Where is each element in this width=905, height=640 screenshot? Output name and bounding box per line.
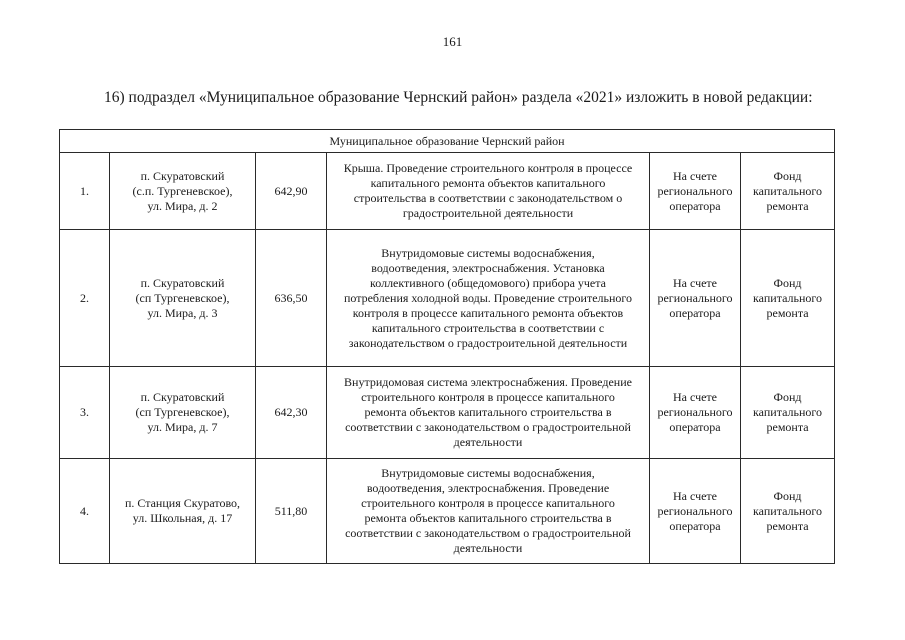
fund-cell: Фонд капитального ремонта: [741, 230, 835, 367]
page-number: 161: [442, 34, 463, 49]
row-number: 2.: [60, 230, 110, 367]
fund-cell: Фонд капитального ремонта: [741, 459, 835, 564]
table-row: [60, 459, 835, 564]
table-row: [60, 367, 835, 459]
fund-cell: Фонд капитального ремонта: [741, 367, 835, 459]
table-row: [60, 153, 835, 230]
account-cell: На счете регионального оператора: [650, 230, 741, 367]
repair-program-table: [59, 129, 835, 564]
address-cell: п. Скуратовский (сп Тургеневское), ул. Мира, д. 3: [110, 230, 256, 367]
row-number: 3.: [60, 367, 110, 459]
work-type-cell: Внутридомовая система электроснабжения. Проведение строительного контроля в процессе капитального ремонта объектов капитального строительства в соответствии с законодательством о градостроительной деятельности: [327, 367, 650, 459]
address-cell: п. Станция Скуратово, ул. Школьная, д. 17: [110, 459, 256, 564]
work-type-cell: Крыша. Проведение строительного контроля в процессе капитального ремонта объектов капитального строительства в соответствии с законодательством о градостроительной деятельности: [327, 153, 650, 230]
account-cell: На счете регионального оператора: [650, 367, 741, 459]
account-cell: На счете регионального оператора: [650, 459, 741, 564]
work-type-cell: Внутридомовые системы водоснабжения, водоотведения, электроснабжения. Установка коллективного (общедомового) прибора учета потребления холодной воды. Проведение строительного контроля в процессе капитального ремонта объектов капитального строительства в соответствии с законодательством о градостроительной деятельности: [327, 230, 650, 367]
area-cell: 636,50: [256, 230, 327, 367]
table-title: Муниципальное образование Чернский район: [60, 130, 835, 153]
work-type-cell: Внутридомовые системы водоснабжения, водоотведения, электроснабжения. Проведение строительного контроля в процессе капитального ремонта объектов капитального строительства в соответствии с законодательством о градостроительной деятельности: [327, 459, 650, 564]
address-cell: п. Скуратовский (с.п. Тургеневское), ул. Мира, д. 2: [110, 153, 256, 230]
account-cell: На счете регионального оператора: [650, 153, 741, 230]
fund-cell: Фонд капитального ремонта: [741, 153, 835, 230]
row-number: 1.: [60, 153, 110, 230]
area-cell: 642,30: [256, 367, 327, 459]
address-cell: п. Скуратовский (сп Тургеневское), ул. Мира, д. 7: [110, 367, 256, 459]
area-cell: 511,80: [256, 459, 327, 564]
intro-paragraph: 16) подраздел «Муниципальное образование Чернский район» раздела «2021» изложить в новой редакции:: [104, 89, 813, 106]
area-cell: 642,90: [256, 153, 327, 230]
table-row: [60, 230, 835, 367]
row-number: 4.: [60, 459, 110, 564]
